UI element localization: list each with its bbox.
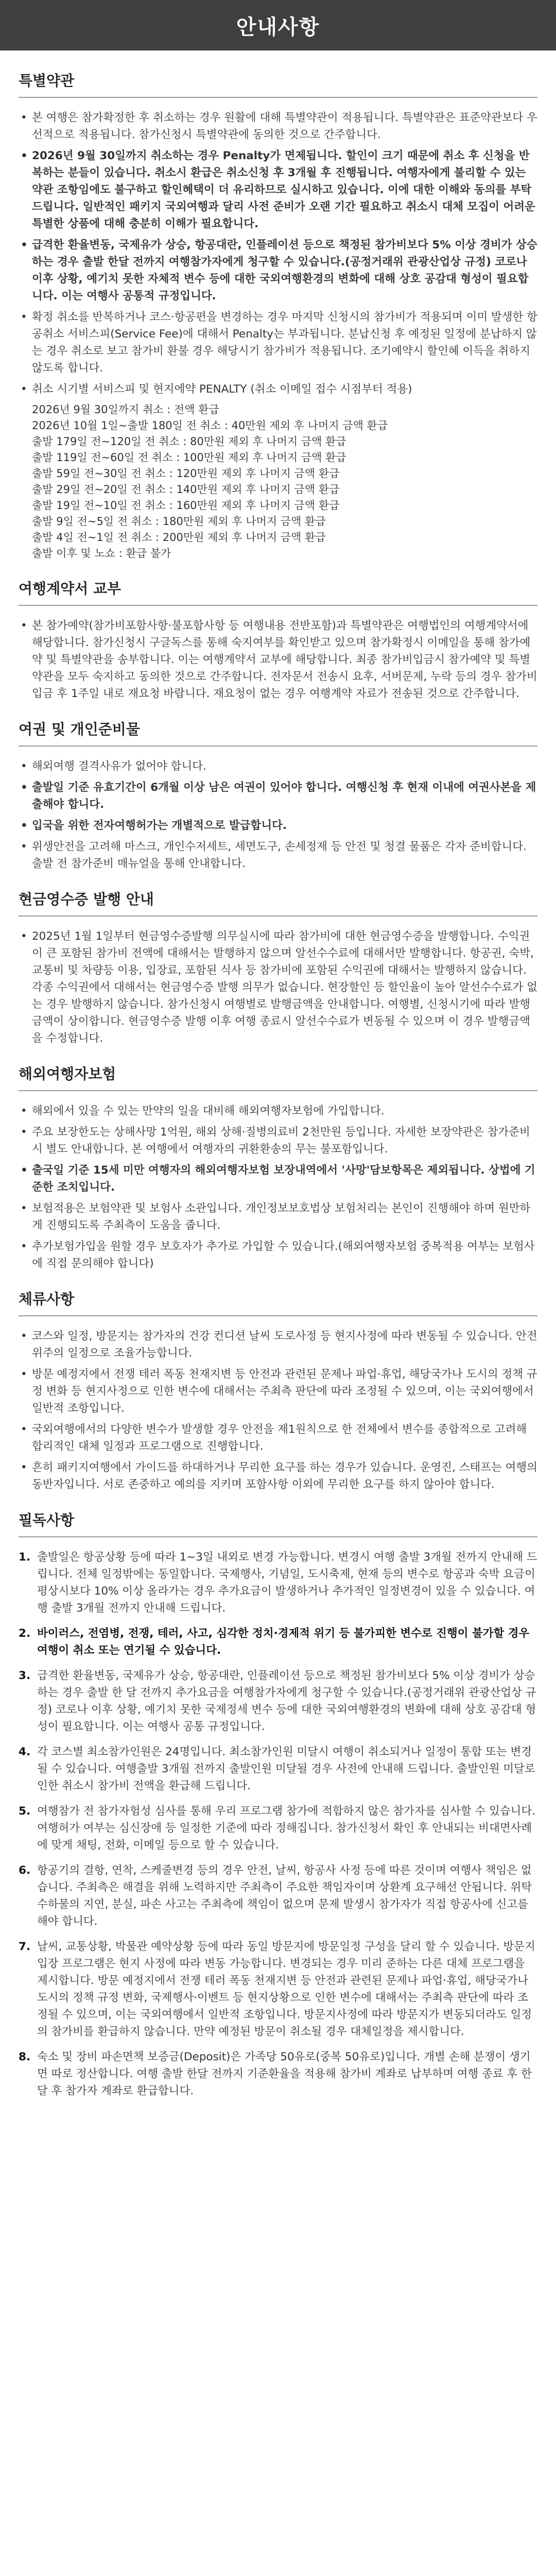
page-header	[0, 0, 556, 50]
section-title-special: 특별약관	[19, 72, 75, 89]
section-title-notes: 필독사항	[19, 1512, 75, 1529]
list-item: • 2026년 9월 30일까지 취소하는 경우 Penalty가 면제됩니다. 할인이 크기 때문에 취소 후 신청을 반복하는 분들이 있습니다. 취소시 환급은 취소신청 후 3개월 후 진행됩니다. 여행자에게 불리할 수 있는 약관 조항임에도 불구하고 할인혜택이 더 유리하므로 실시하고 있습니다. 이에 대한 이해와 동의를 부탁드립니다. 일반적인 패키지 국외여행과 달리 사전 준비가 오랜 기간 필요하고 취소시 대체 모집이 어려운 특별한 상품에 대해 충분히 이해가 필요합니다.	[19, 147, 537, 232]
list-item: • 확정 취소를 반복하거나 코스·항공편을 변경하는 경우 마지막 신청시의 참가비가 적용되며 이미 발생한 항공취소 서비스피(Service Fee)에 대해서 Penalty는 부과됩니다. 분납신청 후 예정된 일정에 분납하지 않는 경우 취소로 보고 참가비 환불 경우 해당시기 참가비가 적용됩니다. 조기예약시 할인혜 이득을 취하지 않도록 합니다.	[19, 309, 537, 377]
list-item: • 보험적용은 보험약관 및 보험사 소관입니다. 개인정보보호법상 보험처리는 본인이 진행해야 하며 원만하게 진행되도록 주최측이 도움을 줍니다.	[19, 1200, 537, 1234]
contract-list	[19, 617, 537, 702]
section-title-receipt: 현금영수증 발행 안내	[19, 891, 154, 908]
penalty-line: 출발 29일 전~20일 전 취소 : 140만원 제외 후 나머지 금액 환급	[32, 483, 340, 496]
travel-insurance-list	[19, 1103, 537, 1272]
divider	[19, 745, 537, 747]
penalty-line: 출발 179일 전~120일 전 취소 : 80만원 제외 후 나머지 금액 환급	[32, 435, 346, 448]
list-item: • 국외여행에서의 다양한 변수가 발생할 경우 안전을 제1원칙으로 한 전체에서 변수를 종합적으로 고려해 합리적인 대체 일정과 프로그램으로 진행합니다.	[19, 1421, 537, 1455]
notice-content	[0, 50, 556, 2099]
list-item	[19, 1549, 537, 1617]
page-title: 안내사항	[236, 15, 320, 39]
section-title-travel-insurance: 해외여행자보험	[19, 1065, 116, 1082]
item-text: 출발일은 항공상황 등에 따라 1~3일 내외로 변경 가능합니다. 변경시 여행 출발 3개월 전까지 안내해 드립니다. 전체 일정밖에는 동일합니다. 국제행사, 기념일, 도시축제, 현재 등의 변수로 항공과 숙박 요금이 평상시보다 10% 이상 올라가는 경우 추가요금이 발생하거나 추가적인 일정변경이 있을 수 있습니다. 여행 출발 3개월 전까지 안내해 드립니다.	[37, 1551, 537, 1615]
list-item: • 위생안전을 고려해 마스크, 개인수저세트, 세면도구, 손세정제 등 안전 및 청결 물품은 각자 준비합니다. 출발 전 참가준비 매뉴얼을 통해 안내합니다.	[19, 838, 537, 872]
list-item: • 급격한 환율변동, 국제유가 상승, 항공대란, 인플레이션 등으로 책정된 참가비보다 5% 이상 경비가 상승하는 경우 출발 한달 전까지 여행참가자에게 청구할 수 있습니다.(공정거래위 관광산업상 규정) 코로나 이후 상황, 예기치 못한 자체적 변수 등에 대한 국외여행환경의 변화에 대해 상호 공감대 형성이 필요합니다. 이는 여행사 공통적 규정입니다.	[19, 236, 537, 304]
list-item: • 취소 시기별 서비스피 및 현지에약 PENALTY (취소 이메일 접수 시점부터 적용)	[19, 381, 537, 398]
section-title-contract: 여행계약서 교부	[19, 580, 121, 597]
list-item	[19, 1862, 537, 1930]
item-number: 1.	[19, 1551, 31, 1564]
divider	[19, 1536, 537, 1537]
penalty-line: 출발 119일 전~60일 전 취소 : 100만원 제외 후 나머지 금액 환급	[32, 451, 346, 464]
item-text: 여행참가 전 참가자험성 심사를 통해 우리 프로그램 참가에 적합하지 않은 참가자를 심사할 수 있습니다. 여행허가 여부는 심신장애 등 일정한 기준에 따라 정해집니다. 참가신청서 확인 후 안내되는 비대면사례에 맞게 채팅, 전화, 이메일 등으로 할 수 있습니다.	[37, 1805, 535, 1852]
list-item: • 입국을 위한 전자여행허가는 개별적으로 발급합니다.	[19, 817, 537, 834]
divider	[19, 916, 537, 917]
list-item: • 2025년 1월 1일부터 현금영수증발행 의무실시에 따라 참가비에 대한 현금영수증을 발행합니다. 수익권이 큰 포함된 참가비 전액에 대해서는 발행하지 않으며 알선수수료에 대해서만 발행합니다. 항공권, 숙박, 교통비 및 차량등 이용, 입장료, 포함된 식사 등 참가비에 포함된 수익권에 대해서는 발행하지 않습니다. 각종 수익권에서 대해서는 현금영수증 발행 의무가 없습니다. 현장할인 등 할인율이 높아 알선수수료가 없는 경우 발행하지 않습니다. 참가신청시 여행별로 발행금액을 안내합니다. 여행별, 신청시기에 따라 발행금액이 상이합니다. 현금영수증 발행 이후 여행 종료시 알선수수료가 변동될 수 있으며 이 경우 발행금액을 수정합니다.	[19, 928, 537, 1047]
list-item: • 흔히 패키지여행에서 가이드를 하대하거나 무리한 요구를 하는 경우가 있습니다. 운영진, 스태프는 여행의 동반자입니다. 서로 존중하고 예의를 지키며 포함사항 이외에 무리한 요구를 하지 않아야 합니다.	[19, 1459, 537, 1493]
penalty-line: 출발 4일 전~1일 전 취소 : 200만원 제외 후 나머지 금액 환급	[32, 531, 326, 544]
list-item: • 코스와 일정, 방문지는 참가자의 건강 컨디션 날씨 도로사정 등 현지사정에 따라 변동될 수 있습니다. 안전위주의 일정으로 조율가능합니다.	[19, 1328, 537, 1362]
notes-list	[19, 1549, 537, 2099]
item-number: 4.	[19, 1745, 31, 1758]
penalty-line: 출발 19일 전~10일 전 취소 : 160만원 제외 후 나머지 금액 환급	[32, 499, 340, 512]
list-item: • 방문 예정지에서 전쟁 테러 폭동 천재지변 등 안전과 관련된 문제나 파업·휴업, 해당국가나 도시의 정책 규정 변화 등 현지사정으로 인한 변수에 대해서는 주최측 판단에 따라 조정될 수 있으며, 이는 국외여행에서 일반적 조항입니다.	[19, 1366, 537, 1417]
section-title-stay: 체류사항	[19, 1291, 75, 1308]
item-number: 5.	[19, 1805, 31, 1818]
passport-list	[19, 758, 537, 872]
list-item: • 출국일 기준 15세 미만 여행자의 해외여행자보험 보장내역에서 '사망'담보항목은 제외됩니다. 상법에 기준한 조치입니다.	[19, 1162, 537, 1196]
receipt-list	[19, 928, 537, 1047]
list-item	[19, 1938, 537, 2040]
penalty-line: 2026년 9월 30일까지 취소 : 전액 환급	[32, 403, 219, 416]
list-item	[19, 2048, 537, 2099]
item-text: 항공기의 결항, 연착, 스케줄변경 등의 경우 안전, 날씨, 항공사 사정 등에 따른 것이며 여행사 책임은 없습니다. 주최측은 해결을 위해 노력하지만 주최측이 주요한 책임자이며 상환계 요구해선 안됩니다. 위탁 수하물의 지연, 분실, 파손 사고는 주최측에 책임이 없으며 문제 발생시 참가자가 직접 항공사에 신고를 해야 합니다.	[37, 1864, 532, 1928]
list-item	[19, 1667, 537, 1735]
special-list	[19, 109, 537, 398]
item-text: 숙소 및 장비 파손면책 보증금(Deposit)은 가족당 50유로(중복 50유로)입니다. 개별 손해 분쟁이 생기면 따로 정산합니다. 여행 출발 한달 전까지 기준환율을 적용해 참가비 계좌로 납부하며 여행 종료 후 한 달 후 참가자 계좌로 환급합니다.	[37, 2050, 532, 2097]
penalty-schedule	[19, 402, 537, 562]
list-item	[19, 1743, 537, 1794]
divider	[19, 605, 537, 606]
list-item: • 본 참가예약(참가비포함사항·불포함사항 등 여행내용 전반포함)과 특별약관은 여행법인의 여행계약서에 해당합니다. 참가신청시 구글독스를 통해 숙지여부를 확인받고 있으며 참가확정시 이메일을 통해 참가예약 및 특별약관을 송부합니다. 이는 여행계약서 교부에 해당합니다. 최종 참가비입금시 참가예약 및 특별약관을 모두 숙지하고 동의한 것으로 간주합니다. 전자문서 전송시 요후, 서버문제, 누락 등의 경우 참가비입금 후 1주일 내로 재요청 바랍니다. 재요청이 없는 경우 여행계약 자료가 전송된 것으로 간주합니다.	[19, 617, 537, 702]
penalty-line: 2026년 10월 1일~출발 180일 전 취소 : 40만원 제외 후 나머지 금액 환급	[32, 419, 388, 432]
list-item: • 추가보험가입을 원할 경우 보호자가 추가로 가입할 수 있습니다.(해외여행자보험 중복적용 여부는 보험사에 직접 문의해야 합니다)	[19, 1238, 537, 1272]
item-number: 8.	[19, 2050, 31, 2063]
item-text: 각 코스별 최소참가인원은 24명입니다. 최소참가인원 미달시 여행이 취소되거나 일정이 통합 또는 변경될 수 있습니다. 여행출발 3개월 전까지 출발인원 미달될 경우 사전에 안내해 드립니다. 출발인원 미달로 인한 취소시 참가비 전액을 환급해 드립니다.	[37, 1745, 535, 1792]
item-text: 급격한 환율변동, 국제유가 상승, 항공대란, 인플레이션 등으로 책정된 참가비보다 5% 이상 경비가 상승하는 경우 출발 한 달 전까지 추가요금을 여행참가자에게 청구할 수 있습니다.(공정거래위 관광산업상 규정) 코로나 이후 상황, 예기치 못한 국제정세 변수 등에 대한 국외여행환경의 변화에 대해 상호 공감대 형성이 필요합니다. 이는 여행사 공통 규정입니다.	[37, 1669, 536, 1733]
divider	[19, 1090, 537, 1091]
item-number: 3.	[19, 1669, 31, 1682]
section-title-passport: 여권 및 개인준비물	[19, 721, 140, 738]
list-item: • 출발일 기준 유효기간이 6개월 이상 남은 여권이 있어야 합니다. 여행신청 후 현재 이내에 여권사본을 제출해야 합니다.	[19, 779, 537, 813]
penalty-line: 출발 9일 전~5일 전 취소 : 180만원 제외 후 나머지 금액 환급	[32, 515, 326, 528]
stay-list	[19, 1328, 537, 1493]
list-item	[19, 1625, 537, 1659]
list-item: • 본 여행은 참가확정한 후 취소하는 경우 원활에 대해 특별약관이 적용됩니다. 특별약관은 표준약관보다 우선적으로 적용됩니다. 참가신청시 특별약관에 동의한 것으로 간주합니다.	[19, 109, 537, 143]
list-item: • 해외에서 있을 수 있는 만약의 일을 대비해 해외여행자보험에 가입합니다.	[19, 1103, 537, 1120]
item-text: 바이러스, 전염병, 전쟁, 테러, 사고, 심각한 정치·경제적 위기 등 불가피한 변수로 진행이 불가할 경우 여행이 취소 또는 연기될 수 있습니다.	[37, 1627, 530, 1657]
item-number: 7.	[19, 1940, 31, 1953]
list-item	[19, 1803, 537, 1854]
list-item: • 주요 보장한도는 상해사망 1억원, 해외 상해·질병의료비 2천만원 등입니다. 자세한 보장약관은 참가준비 시 별도 안내합니다. 본 여행에서 여행자의 귀환환송의 무는 불포함입니다.	[19, 1124, 537, 1158]
item-text: 날씨, 교통상황, 박물관 예약상황 등에 따라 동일 방문지에 방문일정 구성을 달리 할 수 있습니다. 방문지 입장 프로그램은 현지 사정에 따라 변동 가능합니다. 변경되는 경우 미리 준하는 다른 대체 프로그램을 제시합니다. 방문 예정지에서 전쟁 테러 폭동 천재지변 등 안전과 관련된 문제나 파업·휴업, 해당국가나 도시의 정책 규정 변화, 국제행사·이벤트 등 현지상황으로 인한 변수에 대해서는 주최측 판단에 따라 조정될 수 있으며, 이는 국외여행에서 일반적 조항입니다. 방문지사정에 따라 방문지가 변동되더라도 일정의 참가비를 환급하지 않습니다. 만약 예정된 방문이 취소될 경우 대체일정을 제시합니다.	[37, 1940, 535, 2038]
divider	[19, 1315, 537, 1316]
item-number: 2.	[19, 1627, 31, 1640]
penalty-line: 출발 59일 전~30일 전 취소 : 120만원 제외 후 나머지 금액 환급	[32, 467, 340, 480]
divider	[19, 97, 537, 98]
item-number: 6.	[19, 1864, 31, 1877]
penalty-line: 출발 이후 및 노쇼 : 환급 불가	[32, 547, 171, 560]
list-item: • 해외여행 결격사유가 없어야 합니다.	[19, 758, 537, 775]
